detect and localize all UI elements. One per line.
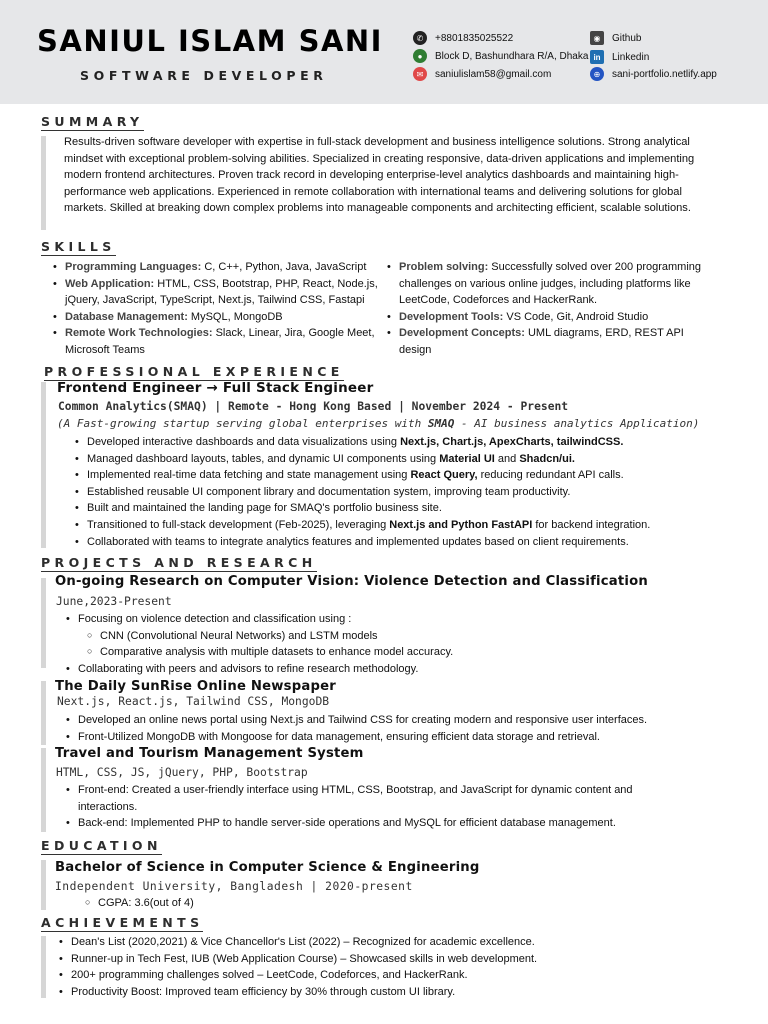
education-sublist — [76, 895, 194, 912]
newspaper-bar — [41, 681, 46, 745]
summary-bar — [41, 136, 46, 230]
skill-item: • Development Concepts: UML diagrams, ERD, REST API design — [385, 325, 715, 358]
achievement-item: • Productivity Boost: Improved team efficiency by 30% through custom UI library. — [57, 984, 737, 1001]
research-sublist — [78, 628, 724, 661]
skill-item: • Remote Work Technologies: Slack, Linear, Jira, Google Meet, Microsoft Teams — [51, 325, 381, 358]
travel-title: Travel and Tourism Management System — [55, 746, 364, 761]
contact-portfolio[interactable] — [590, 67, 717, 81]
list-item: • Built and maintained the landing page for SMAQ's portfolio business site. — [73, 500, 733, 517]
newspaper-title: The Daily SunRise Online Newspaper — [55, 679, 336, 694]
email-text: saniulislam58@gmail.com — [435, 68, 552, 80]
list-item: • Front-end: Created a user-friendly interface using HTML, CSS, Bootstrap, and JavaScript for dynamic content and interactions. — [64, 782, 684, 815]
research-bullets — [64, 611, 724, 677]
list-item: • Collaborated with teams to integrate analytics features and implemented updates based on client requirements. — [73, 534, 733, 551]
contact-address — [413, 49, 588, 63]
research-date: June,2023-Present — [56, 595, 172, 608]
contact-linkedin[interactable] — [590, 50, 649, 64]
school-line: Independent University, Bangladesh | 2020-present — [55, 880, 413, 893]
skill-item: • Web Application: HTML, CSS, Bootstrap, PHP, React, Node.js, jQuery, JavaScript, TypeScript, Next.js, Tailwind CSS, Fastapi — [51, 276, 381, 309]
newspaper-bullets — [64, 712, 734, 745]
achievements-heading: ACHIEVEMENTS — [41, 915, 204, 930]
travel-bar — [41, 748, 46, 832]
globe-icon: ⊕ — [590, 67, 604, 81]
achievements-bar — [41, 936, 46, 998]
travel-bullets — [64, 782, 684, 832]
newspaper-stack: Next.js, React.js, Tailwind CSS, MongoDB — [57, 695, 330, 708]
education-bar — [41, 860, 46, 910]
location-icon: ● — [413, 49, 427, 63]
skill-item: • Programming Languages: C, C++, Python, Java, JavaScript — [51, 259, 381, 276]
skill-item: • Database Management: MySQL, MongoDB — [51, 309, 381, 326]
contact-phone[interactable] — [413, 31, 513, 45]
contact-github[interactable] — [590, 31, 641, 45]
skill-item: • Problem solving: Successfully solved over 200 programming challenges on various online judges, including platforms like LeetCode, Codeforces and HackerRank. — [385, 259, 715, 309]
research-title: On-going Research on Computer Vision: Violence Detection and Classification — [55, 574, 648, 589]
candidate-name: SANIUL ISLAM SANI — [37, 24, 383, 58]
skill-item: • Development Tools: VS Code, Git, Android Studio — [385, 309, 715, 326]
list-item: • Established reusable UI component library and documentation system, improving team productivity. — [73, 484, 733, 501]
list-item: • Focusing on violence detection and classification using : ○ CNN (Convolutional Neural Networks) and LSTM models ○ Comparative analysis with multiple datasets to enhance model accuracy. — [64, 611, 724, 661]
linkedin-icon: in — [590, 50, 604, 64]
achievement-item: • Dean's List (2020,2021) & Vice Chancellor's List (2022) – Recognized for academic excellence. — [57, 934, 737, 951]
list-item: • Developed an online news portal using Next.js and Tailwind CSS for creating modern and responsive user interfaces. — [64, 712, 734, 729]
candidate-role: SOFTWARE DEVELOPER — [80, 68, 328, 83]
experience-bullets — [73, 434, 733, 550]
linkedin-text: Linkedin — [612, 51, 650, 63]
job-title: Frontend Engineer → Full Stack Engineer — [57, 380, 374, 396]
github-icon: ◉ — [590, 31, 604, 45]
list-item: • Developed interactive dashboards and data visualizations using Next.js, Chart.js, ApexCharts, tailwindCSS. — [73, 434, 733, 451]
address-text: Block D, Bashundhara R/A, Dhaka — [435, 50, 589, 62]
mail-icon: ✉ — [413, 67, 427, 81]
skills-right-list — [385, 259, 715, 359]
phone-icon: ✆ — [413, 31, 427, 45]
research-bar — [41, 578, 46, 668]
travel-stack: HTML, CSS, JS, jQuery, PHP, Bootstrap — [56, 766, 308, 779]
projects-heading: PROJECTS AND RESEARCH — [41, 555, 317, 570]
achievement-item: • Runner-up in Tech Fest, IUB (Web Application Course) – Showcased skills in web development. — [57, 951, 737, 968]
sub-item: ○ CNN (Convolutional Neural Networks) and LSTM models — [78, 628, 724, 645]
list-item: • Collaborating with peers and advisors to refine research methodology. — [64, 661, 724, 678]
skills-left-list — [51, 259, 381, 359]
phone-text: +8801835025522 — [435, 32, 514, 44]
skills-heading: SKILLS — [41, 239, 116, 254]
resume-header — [0, 0, 768, 104]
portfolio-text: sani-portfolio.netlify.app — [612, 68, 717, 80]
cgpa-item: ○ CGPA: 3.6(out of 4) — [76, 895, 194, 912]
education-heading: EDUCATION — [41, 838, 162, 853]
list-item: • Managed dashboard layouts, tables, and dynamic UI components using Material UI and Shadcn/ui. — [73, 451, 733, 468]
list-item: • Front-Utilized MongoDB with Mongoose for data management, ensuring efficient data storage and retrieval. — [64, 729, 734, 746]
experience-bar — [41, 382, 46, 548]
list-item: • Implemented real-time data fetching and state management using React Query, reducing redundant API calls. — [73, 467, 733, 484]
list-item: • Back-end: Implemented PHP to handle server-side operations and MySQL for efficient database management. — [64, 815, 684, 832]
summary-text: Results-driven software developer with expertise in full-stack development and business intelligence solutions. Strong analytical mindset with exceptional problem-solving abilities. Specialized in creating responsive, data-driven applications and implementing modern frontend architectures. Proven track record in developing enterprise-level analytics dashboards and maintaining high-performance web applications. Experienced in remote collaboration with international teams and delivering solutions for global markets. Skilled at breaking down complex problems into manageable components and architecting efficient, scalable solutions. — [64, 136, 695, 215]
sub-item: ○ Comparative analysis with multiple datasets to enhance model accuracy. — [78, 644, 724, 661]
github-text: Github — [612, 32, 642, 44]
list-item: • Transitioned to full-stack development (Feb-2025), leveraging Next.js and Python FastAPI for backend integration. — [73, 517, 733, 534]
company-line: Common Analytics(SMAQ) | Remote - Hong Kong Based | November 2024 - Present — [58, 400, 569, 413]
contact-email[interactable] — [413, 67, 551, 81]
achievement-item: • 200+ programming challenges solved – LeetCode, Codeforces, and HackerRank. — [57, 967, 737, 984]
summary-heading: SUMMARY — [41, 114, 144, 129]
experience-heading: PROFESSIONAL EXPERIENCE — [44, 364, 344, 379]
degree-title: Bachelor of Science in Computer Science & Engineering — [55, 860, 480, 875]
company-tagline: (A Fast-growing startup serving global enterprises with SMAQ - AI business analytics Application) — [57, 417, 700, 430]
achievements-list — [57, 934, 737, 1000]
